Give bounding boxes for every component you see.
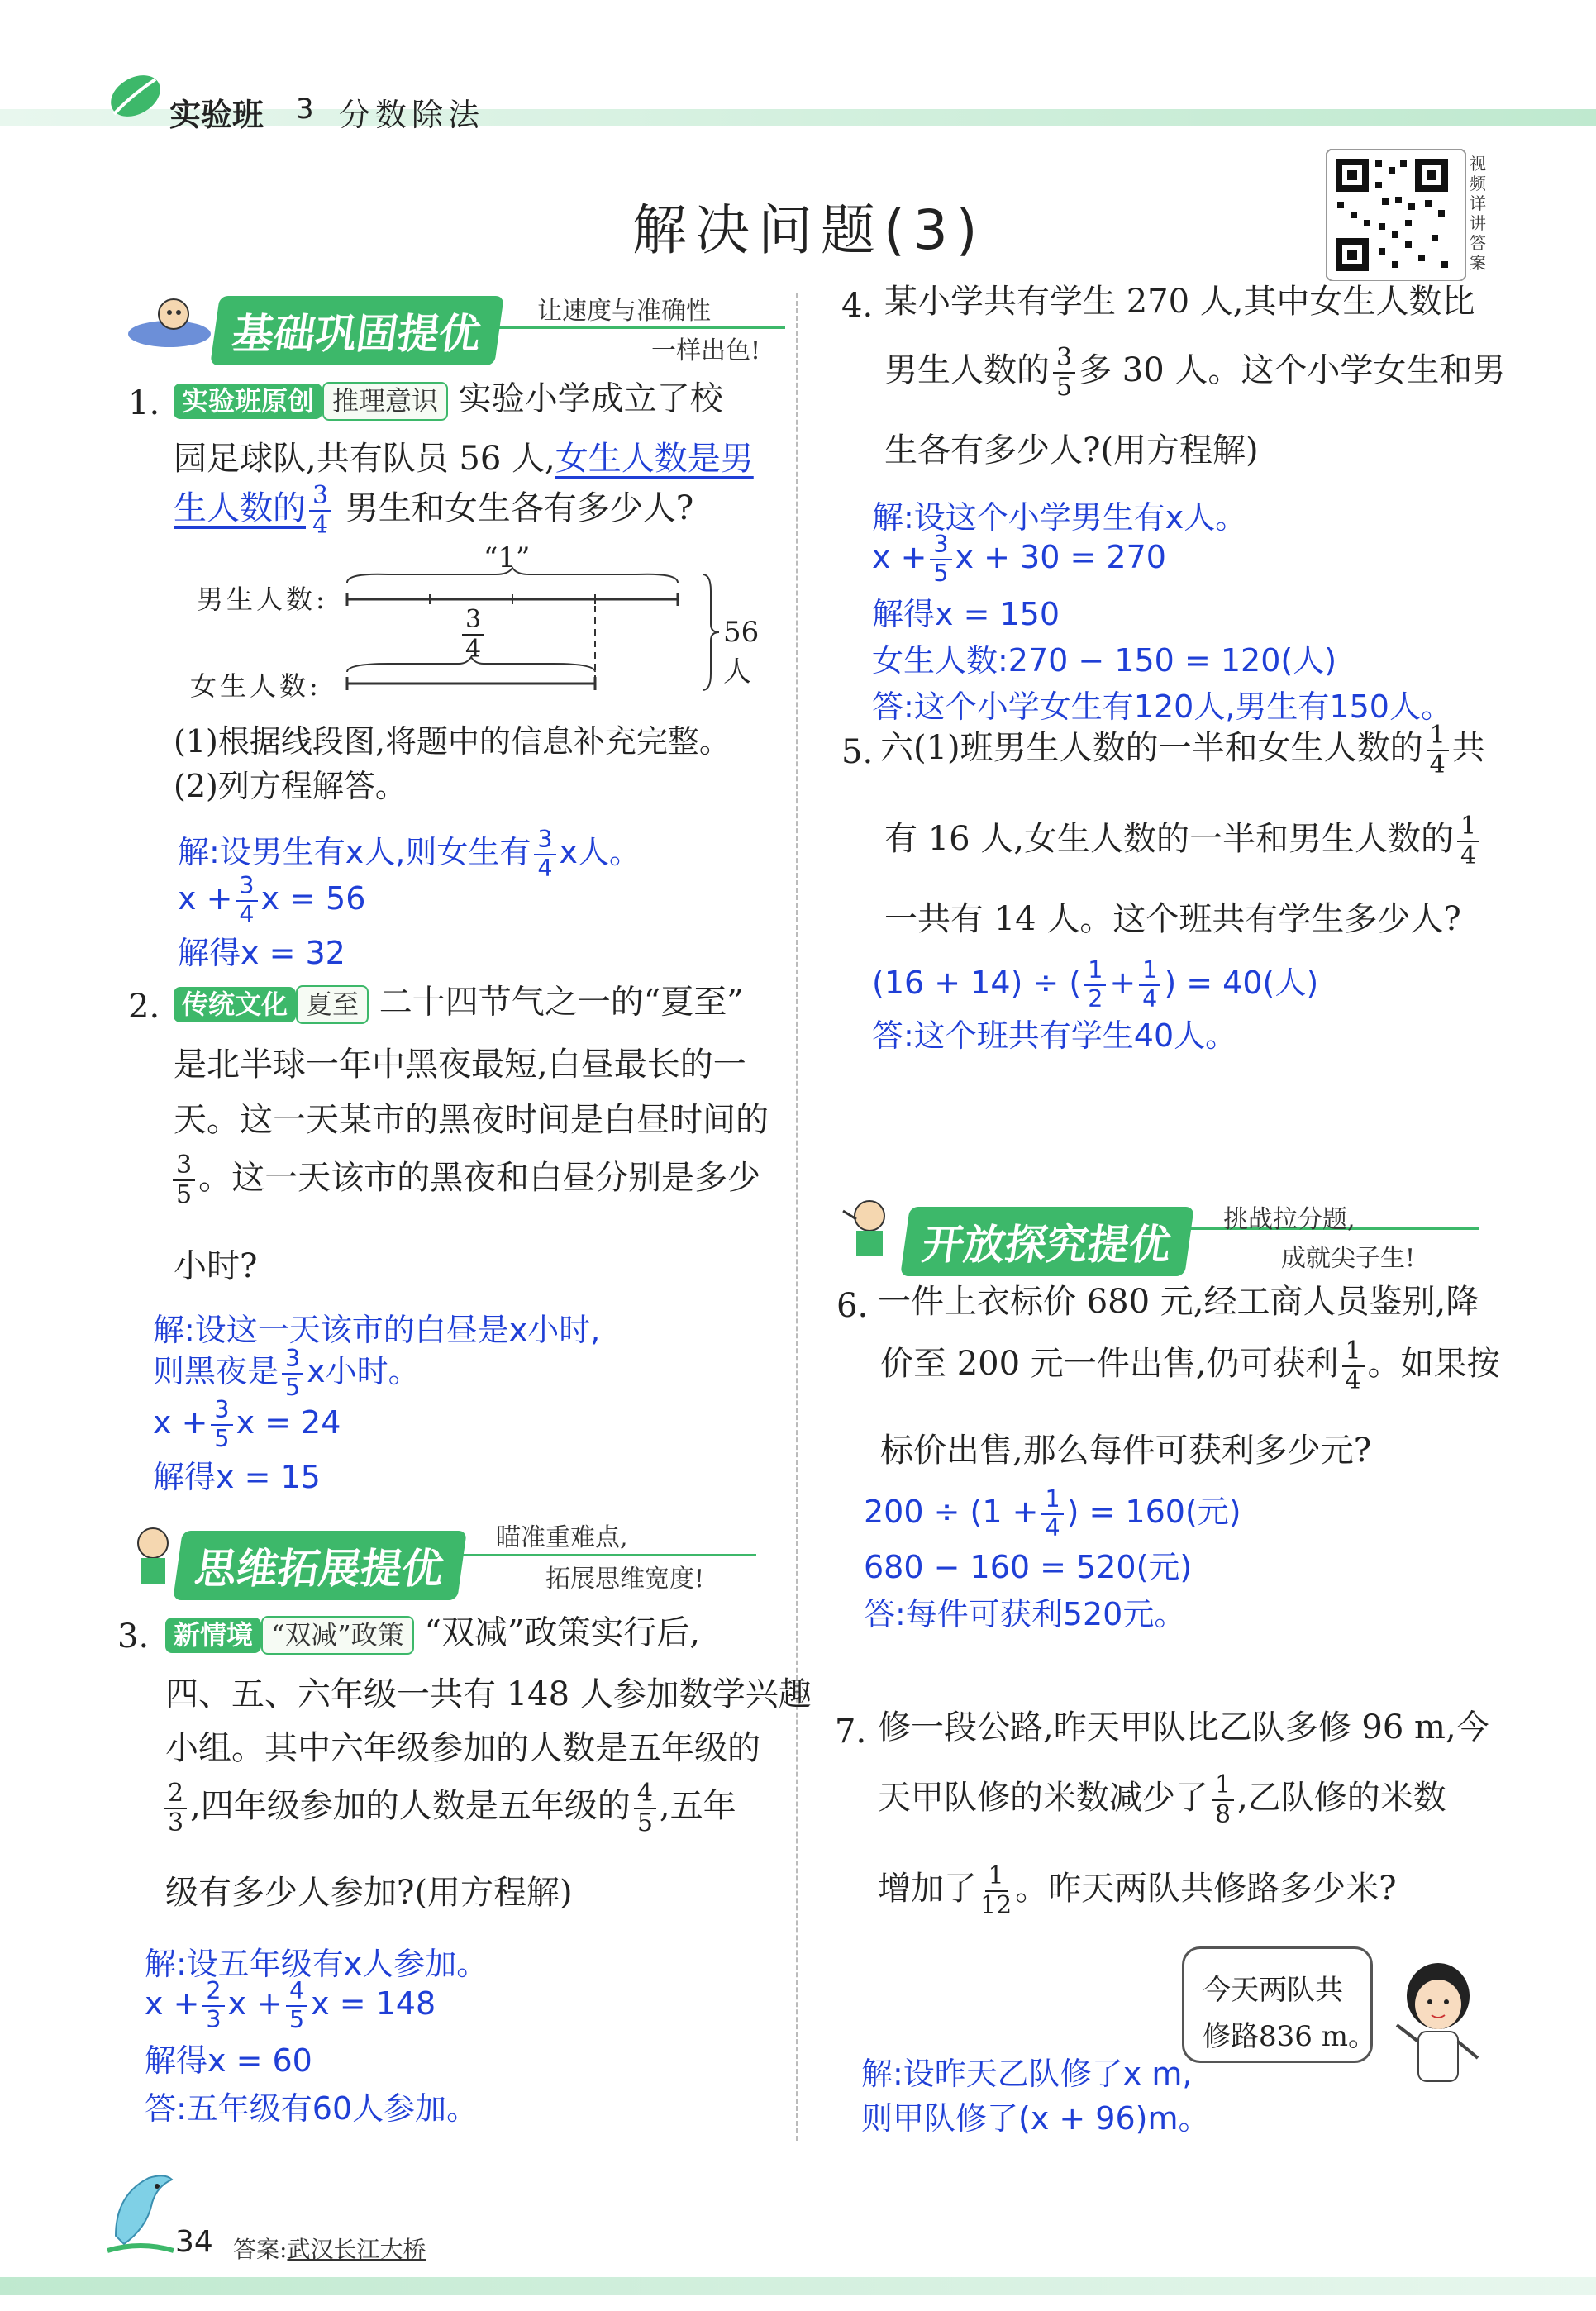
q3-tag-new: 新情境 <box>165 1618 261 1653</box>
q3-line5: 级有多少人参加?(用方程解) <box>165 1874 573 1912</box>
q2-line5: 小时? <box>174 1247 258 1285</box>
girl-character-icon <box>1389 1959 1488 2103</box>
q6-answer-2: 680 − 160 = 520(元) <box>864 1549 1193 1585</box>
chapter-number: 3 <box>296 93 314 126</box>
q4-answer-2: x + $\frac{3}{5}$ x + 30 = 270 <box>872 531 1166 587</box>
q2-answer-1: 解:设这一天该市的白昼是x小时, <box>153 1312 601 1348</box>
section1-slogan-1: 让速度与准确性 <box>537 297 711 326</box>
q1-diagram-total: 56人 <box>723 616 760 689</box>
section2-slogan-2: 拓展思维宽度! <box>545 1565 705 1594</box>
q1-highlight-1: 女生人数是男 <box>555 440 754 478</box>
q1-girls-label: 女生人数: <box>190 670 322 702</box>
q2-tag-summer: 夏至 <box>296 985 369 1024</box>
q3-line2: 四、五、六年级一共有 148 人参加数学兴趣 <box>165 1675 812 1713</box>
q4-answer-5: 答:这个小学女生有120人,男生有150人。 <box>872 689 1452 725</box>
q6-line3: 标价出售,那么每件可获利多少元? <box>880 1432 1372 1470</box>
q4-line2: 男生人数的 $\frac{3}{5}$ 多 30 人。这个小学女生和男 <box>884 343 1506 402</box>
q4-answer-3: 解得x = 150 <box>872 596 1060 632</box>
q3-answer-3: 解得x = 60 <box>145 2042 312 2079</box>
footer-answer <box>233 2232 426 2265</box>
q7-line1: 修一段公路,昨天甲队比乙队多修 96 m,今 <box>878 1708 1489 1746</box>
q2-line4: $\frac{3}{5}$ 。这一天该市的黑夜和白昼分别是多少 <box>169 1153 760 1208</box>
q1-line2 <box>174 440 754 478</box>
section2-slogan-1: 瞄准重难点, <box>496 1523 628 1552</box>
q1-text-b: 园足球队,共有队员 56 人, <box>174 440 555 478</box>
q7-answer-1: 解:设昨天乙队修了x m, <box>861 2056 1193 2092</box>
q1-line1 <box>174 379 723 421</box>
q6-number: 6. <box>836 1287 869 1325</box>
section3-mascot-icon <box>836 1194 903 1264</box>
qr-caption: 视频详讲答案 <box>1470 154 1486 273</box>
q5-number: 5. <box>841 733 874 771</box>
q7-bubble-line1: 今天两队共 <box>1203 1974 1343 2007</box>
q7-speech-bubble <box>1182 1946 1376 2063</box>
q1-line3 <box>174 481 694 540</box>
q1-answer-1: 解:设男生有x人,则女生有 $\frac{3}{4}$ x人。 <box>178 826 641 882</box>
leaf-logo-icon <box>106 71 164 126</box>
q1-sub2: (2)列方程解答。 <box>174 768 407 804</box>
q5-line3: 一共有 14 人。这个班共有学生多少人? <box>884 900 1461 938</box>
q3-answer-1: 解:设五年级有x人参加。 <box>145 1946 488 1982</box>
q2-line1 <box>174 985 744 1024</box>
q1-diagram-quote: “1” <box>484 541 531 574</box>
q6-answer-1: 200 ÷ (1 + $\frac{1}{4}$ ) = 160(元) <box>864 1485 1241 1541</box>
q1-diagram <box>190 541 769 707</box>
qr-code-icon[interactable] <box>1326 149 1466 284</box>
q1-segment-lines <box>339 566 752 698</box>
section2-mascot-icon <box>124 1525 182 1594</box>
section1-mascot-icon <box>124 294 215 355</box>
page-title: 解决问题(3) <box>632 198 986 262</box>
q4-answer-1: 解:设这个小学男生有x人。 <box>872 499 1247 536</box>
q5-line2: 有 16 人,女生人数的一半和男生人数的 $\frac{1}{4}$ <box>884 814 1483 869</box>
q6-line2: 价至 200 元一件出售,仍可获利 $\frac{1}{4}$ 。如果按 <box>880 1337 1500 1395</box>
q1-text-c: 男生和女生各有多少人? <box>345 489 694 527</box>
q5-answer-2: 答:这个班共有学生40人。 <box>872 1017 1237 1054</box>
column-divider <box>796 293 798 2141</box>
q1-text-a: 实验小学成立了校 <box>458 379 723 418</box>
q4-answer-4: 女生人数:270 − 150 = 120(人) <box>872 642 1337 679</box>
section2-banner: 思维拓展提优 <box>173 1531 467 1600</box>
q3-answer-2: x + $\frac{2}{3}$ x + $\frac{4}{5}$ x = 148 <box>145 1977 436 2033</box>
q3-line3: 小组。其中六年级参加的人数是五年级的 <box>165 1729 760 1767</box>
footer-bar <box>0 2277 1596 2295</box>
q3-text-1: “双减”政策实行后, <box>424 1613 701 1652</box>
q6-line1: 一件上衣标价 680 元,经工商人员鉴别,降 <box>878 1283 1479 1321</box>
chapter-title: 分数除法 <box>339 97 485 133</box>
q1-tag-reasoning: 推理意识 <box>322 382 448 421</box>
q7-line2: 天甲队修的米数减少了 $\frac{1}{8}$ ,乙队修的米数 <box>878 1770 1446 1829</box>
footer-answer-text: 武汉长江大桥 <box>287 2236 426 2263</box>
q7-line3: 增加了 $\frac{1}{12}$ 。昨天两队共修路多少米? <box>878 1861 1397 1920</box>
q7-number: 7. <box>835 1713 867 1751</box>
q1-boys-label: 男生人数: <box>197 584 328 615</box>
q2-answer-2: 则黑夜是 $\frac{3}{5}$ x小时。 <box>153 1345 420 1401</box>
section3-slogan-2: 成就尖子生! <box>1281 1244 1416 1273</box>
q3-number: 3. <box>117 1618 150 1656</box>
q5-answer-1: (16 + 14) ÷ ( $\frac{1}{2}$ + $\frac{1}{4}$ ) = 40(人) <box>872 956 1319 1013</box>
q2-text-1: 二十四节气之一的“夏至” <box>379 983 744 1022</box>
footer-answer-label: 答案: <box>233 2236 288 2263</box>
q3-line4: $\frac{2}{3}$ ,四年级参加的人数是五年级的 $\frac{4}{5}$ ,五年 <box>161 1781 736 1836</box>
q1-diagram-fraction: $\frac{3}{4}$ <box>459 608 488 662</box>
q1-highlight-2: 生人数的 <box>174 489 306 527</box>
dolphin-icon <box>99 2161 182 2264</box>
q4-line1: 某小学共有学生 270 人,其中女生人数比 <box>884 283 1475 321</box>
q3-line1 <box>165 1613 701 1655</box>
section1-slogan-2: 一样出色! <box>651 336 761 365</box>
q2-line2: 是北半球一年中黑夜最短,白昼最长的一 <box>174 1046 746 1084</box>
q3-answer-4: 答:五年级有60人参加。 <box>145 2090 479 2127</box>
q7-bubble-line2: 修路836 m。 <box>1203 2020 1376 2053</box>
q1-answer-2: x + $\frac{3}{4}$ x = 56 <box>178 872 366 928</box>
q1-number: 1. <box>128 384 160 422</box>
q1-sub1: (1)根据线段图,将题中的信息补充完整。 <box>174 723 731 760</box>
q2-answer-4: 解得x = 15 <box>153 1459 321 1495</box>
q2-line3: 天。这一天某市的黑夜时间是白昼时间的 <box>174 1101 769 1139</box>
q2-tag-culture: 传统文化 <box>174 987 296 1022</box>
q6-answer-3: 答:每件可获利520元。 <box>864 1596 1186 1632</box>
q1-fraction: $\frac{3}{4}$ <box>309 484 331 538</box>
section3-slogan-1: 挑战拉分题, <box>1223 1205 1355 1234</box>
page-number: 34 <box>175 2225 213 2259</box>
section3-banner: 开放探究提优 <box>900 1207 1194 1276</box>
q2-number: 2. <box>128 988 160 1026</box>
q1-answer-3: 解得x = 32 <box>178 935 345 971</box>
q7-answer-2: 则甲队修了(x + 96)m。 <box>861 2100 1210 2137</box>
header-brand: 实验班 <box>169 97 264 133</box>
section1-banner: 基础巩固提优 <box>210 296 504 365</box>
q5-line1: 六(1)班男生人数的一半和女生人数的 $\frac{1}{4}$ 共 <box>880 721 1485 779</box>
q1-tag-original: 实验班原创 <box>174 384 322 419</box>
q2-answer-3: x + $\frac{3}{5}$ x = 24 <box>153 1396 341 1452</box>
q4-number: 4. <box>841 287 874 325</box>
q3-tag-policy: “双减”政策 <box>261 1616 414 1655</box>
q4-line3: 生各有多少人?(用方程解) <box>884 431 1259 469</box>
